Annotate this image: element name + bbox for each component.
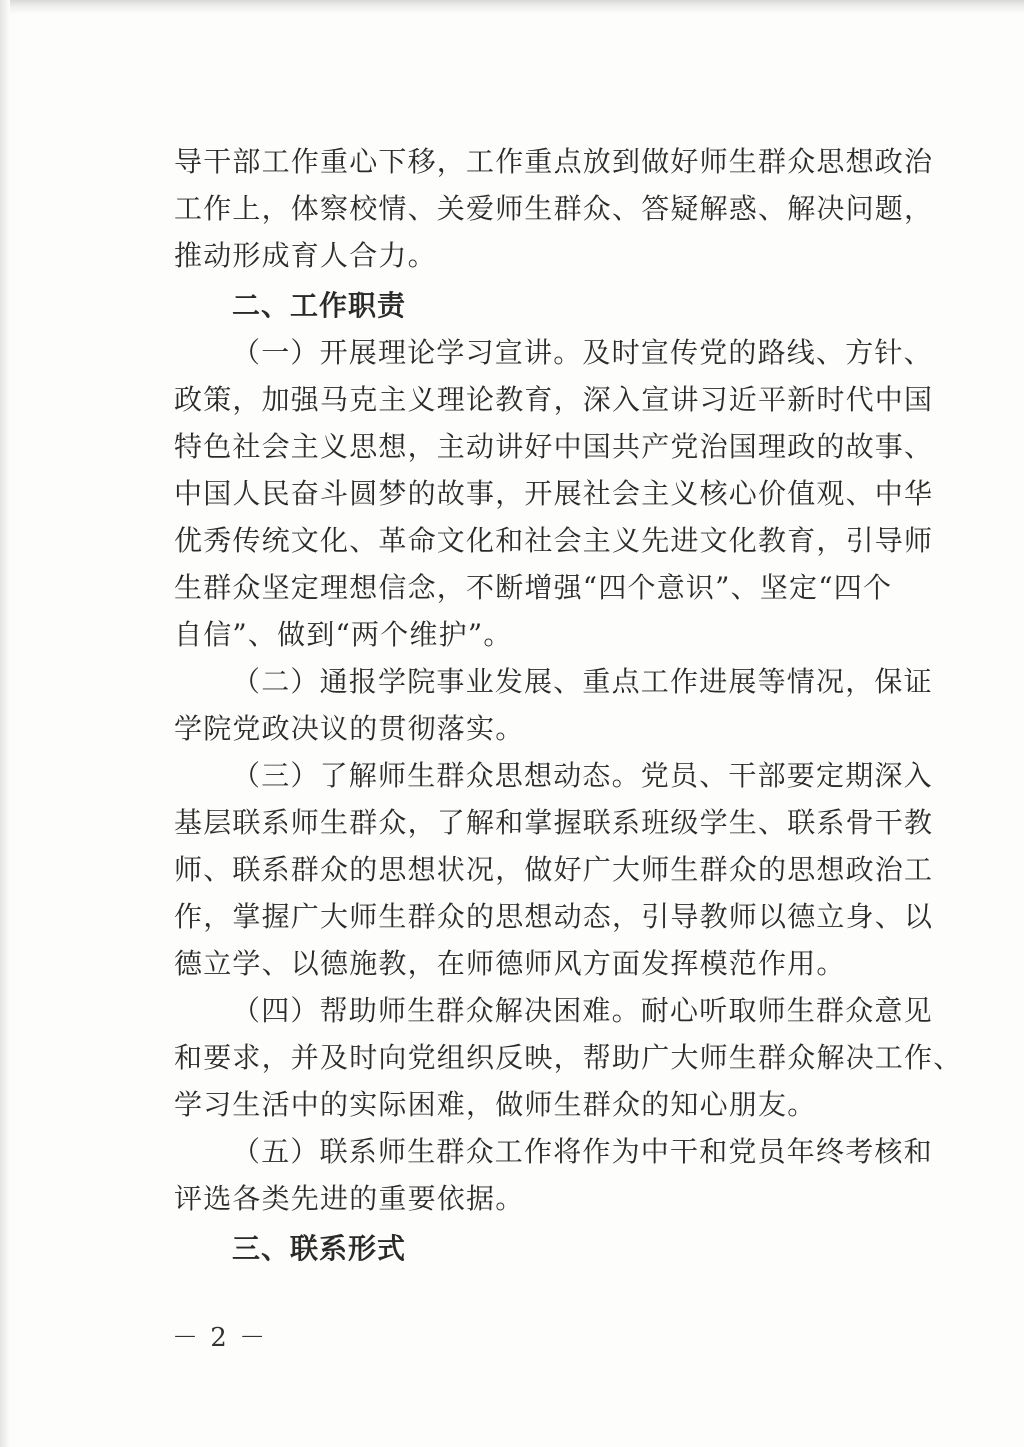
text-line: （五）联系师生群众工作将作为中干和党员年终考核和 — [232, 1135, 933, 1168]
text-line: 评选各类先进的重要依据。 — [174, 1182, 525, 1215]
text-line: 特色社会主义思想，主动讲好中国共产党治国理政的故事、 — [174, 430, 934, 463]
text-line: 自信”、做到“两个维护”。 — [174, 618, 513, 651]
page-number: － 2 － — [172, 1323, 268, 1353]
document-body — [174, 138, 963, 1272]
text-line: 德立学、以德施教，在师德师风方面发挥模范作用。 — [174, 947, 846, 980]
text-line: 中国人民奋斗圆梦的故事，开展社会主义核心价值观、中华 — [174, 477, 934, 510]
text-line: 学习生活中的实际困难，做师生群众的知心朋友。 — [174, 1088, 817, 1121]
heading-text: 三、联系形式 — [232, 1232, 407, 1265]
text-line: 作，掌握广大师生群众的思想动态，引导教师以德立身、以 — [174, 900, 934, 933]
text-line: 政策，加强马克主义理论教育，深入宣讲习近平新时代中国 — [174, 383, 934, 416]
text-line: 生群众坚定理想信念，不断增强“四个意识”、坚定“四个 — [174, 571, 893, 604]
paragraph-continuation — [174, 138, 934, 279]
text-line: 师、联系群众的思想状况，做好广大师生群众的思想政治工 — [174, 853, 934, 886]
text-line: 基层联系师生群众，了解和掌握联系班级学生、联系骨干教 — [174, 806, 934, 839]
text-line: （三）了解师生群众思想动态。党员、干部要定期深入 — [232, 759, 933, 792]
text-line: 和要求，并及时向党组织反映，帮助广大师生群众解决工作、 — [174, 1041, 963, 1074]
heading-text: 二、工作职责 — [232, 289, 407, 322]
text-line: 推动形成育人合力。 — [174, 239, 437, 272]
paragraph-duty-4 — [174, 987, 963, 1128]
paragraph-duty-1 — [174, 329, 934, 658]
text-line: （二）通报学院事业发展、重点工作进展等情况，保证 — [232, 665, 933, 698]
paragraph-duty-2 — [174, 658, 933, 752]
scan-edge-top — [0, 0, 1024, 14]
section-heading — [174, 282, 890, 329]
text-line: 工作上，体察校情、关爱师生群众、答疑解惑、解决问题， — [174, 192, 934, 225]
text-line: 导干部工作重心下移，工作重点放到做好师生群众思想政治 — [174, 145, 934, 178]
text-line: 优秀传统文化、革命文化和社会主义先进文化教育，引导师 — [174, 524, 934, 557]
scan-edge-left — [0, 0, 10, 1447]
section-heading — [174, 1225, 890, 1272]
paragraph-duty-5 — [174, 1128, 933, 1222]
text-line: （四）帮助师生群众解决困难。耐心听取师生群众意见 — [232, 994, 933, 1027]
paragraph-duty-3 — [174, 752, 934, 987]
text-line: 学院党政决议的贯彻落实。 — [174, 712, 525, 745]
text-line: （一）开展理论学习宣讲。及时宣传党的路线、方针、 — [232, 336, 933, 369]
